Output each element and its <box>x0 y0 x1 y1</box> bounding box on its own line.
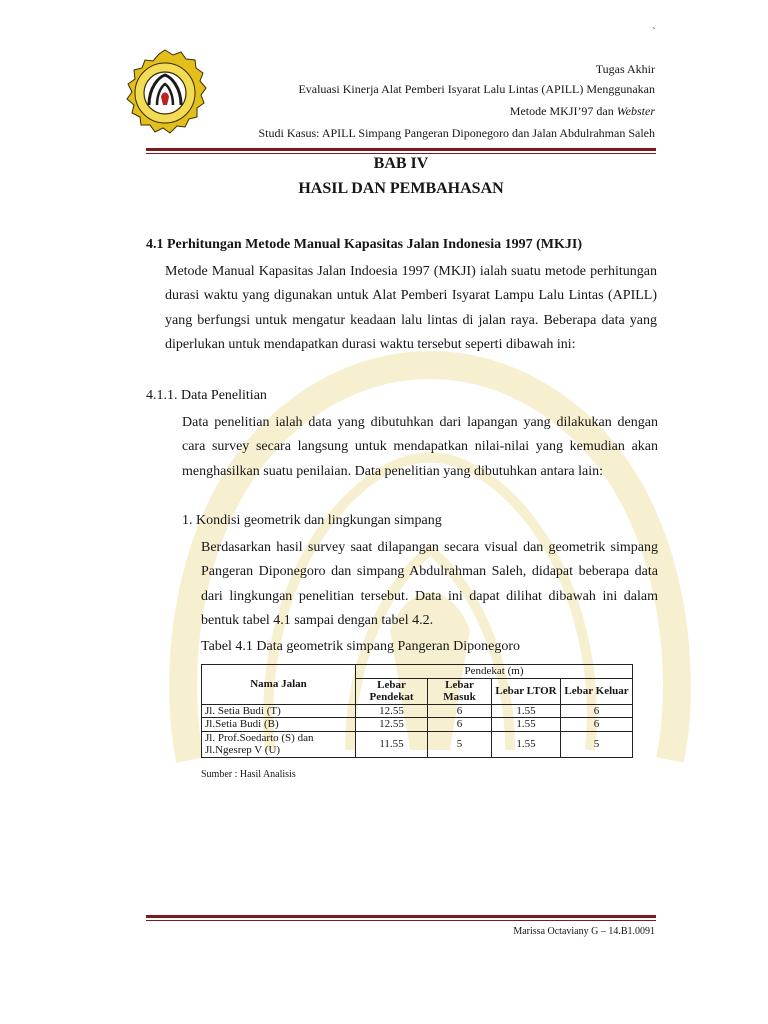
section-4-1-paragraph: Metode Manual Kapasitas Jalan Indoesia 1997 (MKJI) ialah suatu metode perhitungan durasi waktu yang digunakan untuk Alat Pemberi Isyarat Lampu Lalu Lintas (APILL) yang berfungsi untuk mengatur keadaan lalu lintas di jalan raya. Beberapa data yang diperlukan untuk mendapatkan durasi waktu tersebut seperti dibawah ini: <box>165 264 657 352</box>
cell-value: 11.55 <box>356 731 428 757</box>
header-case-study: Studi Kasus: APILL Simpang Pangeran Diponegoro dan Jalan Abdulrahman Saleh <box>258 126 655 140</box>
cell-value: 6 <box>428 718 492 732</box>
row-name-line2: Jl.Ngesrep V (U) <box>205 744 281 756</box>
header-rule <box>146 148 656 151</box>
footer-author: Marissa Octaviany G – 14.B1.0091 <box>513 926 655 937</box>
footer-rule-thin <box>146 920 656 921</box>
subsection-heading-4-1-1: 4.1.1. Data Penelitian <box>146 388 267 403</box>
row-name-line1: Jl. Prof.Soedarto (S) dan <box>205 731 314 744</box>
table-header-lebar-keluar: Lebar Keluar <box>561 678 633 704</box>
table-header-lebar-masuk: Lebar Masuk <box>428 678 492 704</box>
cell-value: 6 <box>561 704 633 718</box>
cell-value: 5 <box>561 731 633 757</box>
table-header-name: Nama Jalan <box>202 665 356 705</box>
list-item-1-title: 1. Kondisi geometrik dan lingkungan simpang <box>182 513 442 528</box>
table-header-group: Pendekat (m) <box>356 665 633 679</box>
table-source: Sumber : Hasil Analisis <box>201 769 296 780</box>
chapter-title: HASIL DAN PEMBAHASAN <box>298 180 504 197</box>
row-name: Jl.Setia Budi (B) <box>202 718 356 732</box>
table-row <box>202 704 633 718</box>
table-row <box>202 731 633 757</box>
cell-value: 6 <box>428 704 492 718</box>
section-heading-4-1: 4.1 Perhitungan Metode Manual Kapasitas Jalan Indonesia 1997 (MKJI) <box>146 237 582 252</box>
cell-value: 1.55 <box>492 718 561 732</box>
cell-value: 1.55 <box>492 731 561 757</box>
university-logo <box>120 48 210 138</box>
row-name: Jl. Setia Budi (T) <box>202 704 356 718</box>
cell-value: 6 <box>561 718 633 732</box>
row-name <box>202 731 356 757</box>
table-header-lebar-ltor: Lebar LTOR <box>492 678 561 704</box>
table-row <box>202 718 633 732</box>
chapter-number: BAB IV <box>373 155 429 172</box>
geometric-data-table <box>201 664 633 758</box>
table-caption: Tabel 4.1 Data geometrik simpang Pangeran Diponegoro <box>201 639 520 654</box>
header-method: Metode MKJI’97 dan Webster <box>509 104 655 118</box>
footer-rule <box>146 915 656 918</box>
header-thesis-type: Tugas Akhir <box>595 62 655 76</box>
table-header-lebar-pendekat: Lebar Pendekat <box>356 678 428 704</box>
cell-value: 5 <box>428 731 492 757</box>
header-title: Evaluasi Kinerja Alat Pemberi Isyarat Lalu Lintas (APILL) Menggunakan <box>298 82 655 96</box>
subsection-4-1-1-paragraph: Data penelitian ialah data yang dibutuhkan dari lapangan yang dilakukan dengan cara survey secara langsung untuk mendapatkan nilai-nilai yang kemudian akan menghasilkan suatu penilaian. Data penelitian yang dibutuhkan antara lain: <box>182 415 658 479</box>
list-item-1-text: Berdasarkan hasil survey saat dilapangan secara visual dan geometrik simpang Pangeran Diponegoro dan simpang Abdulrahman Saleh, didapat beberapa data dari lingkungan penelitian tersebut. Data ini dapat dilihat dibawah ini dalam bentuk tabel 4.1 sampai dengan tabel 4.2. <box>201 540 658 628</box>
header-rule-thin <box>146 153 656 154</box>
corner-mark: ` <box>652 26 656 38</box>
cell-value: 1.55 <box>492 704 561 718</box>
cell-value: 12.55 <box>356 704 428 718</box>
cell-value: 12.55 <box>356 718 428 732</box>
